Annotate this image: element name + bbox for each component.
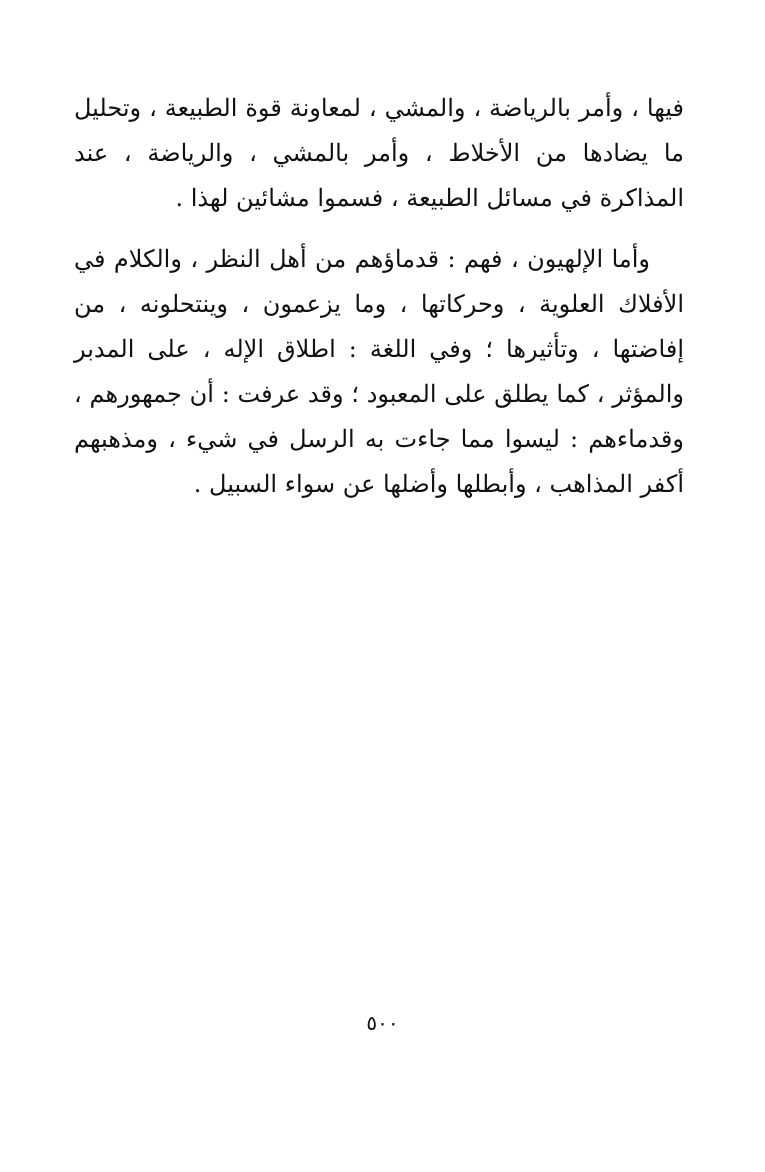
paragraph-1: فيها ، وأمر بالرياضة ، والمشي ، لمعاونة قوة الطبيعة ، وتحليل ما يضادها من الأخلاط ، وأمر بالمشي ، والرياضة ، عند المذاكرة في مسائل الطبيعة ، فسموا مشائين لهذا . xyxy=(74,94,684,212)
paragraph-2: وأما الإلهيون ، فهم : قدماؤهم من أهل النظر ، والكلام في الأفلاك العلوية ، وحركاتها ، وما يزعمون ، وينتحلونه ، من إفاضتها ، وتأثيرها ؛ وفي اللغة : اطلاق الإله ، على المدبر والمؤثر ، كما يطلق على المعبود ؛ وقد عرفت : أن جمهورهم ، وقدماءهم : ليسوا مما جاءت به الرسل في شيء ، ومذهبهم أكفر المذاهب ، وأبطلها وأضلها عن سواء السبيل . xyxy=(74,245,684,498)
body-text xyxy=(74,86,684,507)
page-number: ٥٠٠ xyxy=(366,1011,399,1035)
